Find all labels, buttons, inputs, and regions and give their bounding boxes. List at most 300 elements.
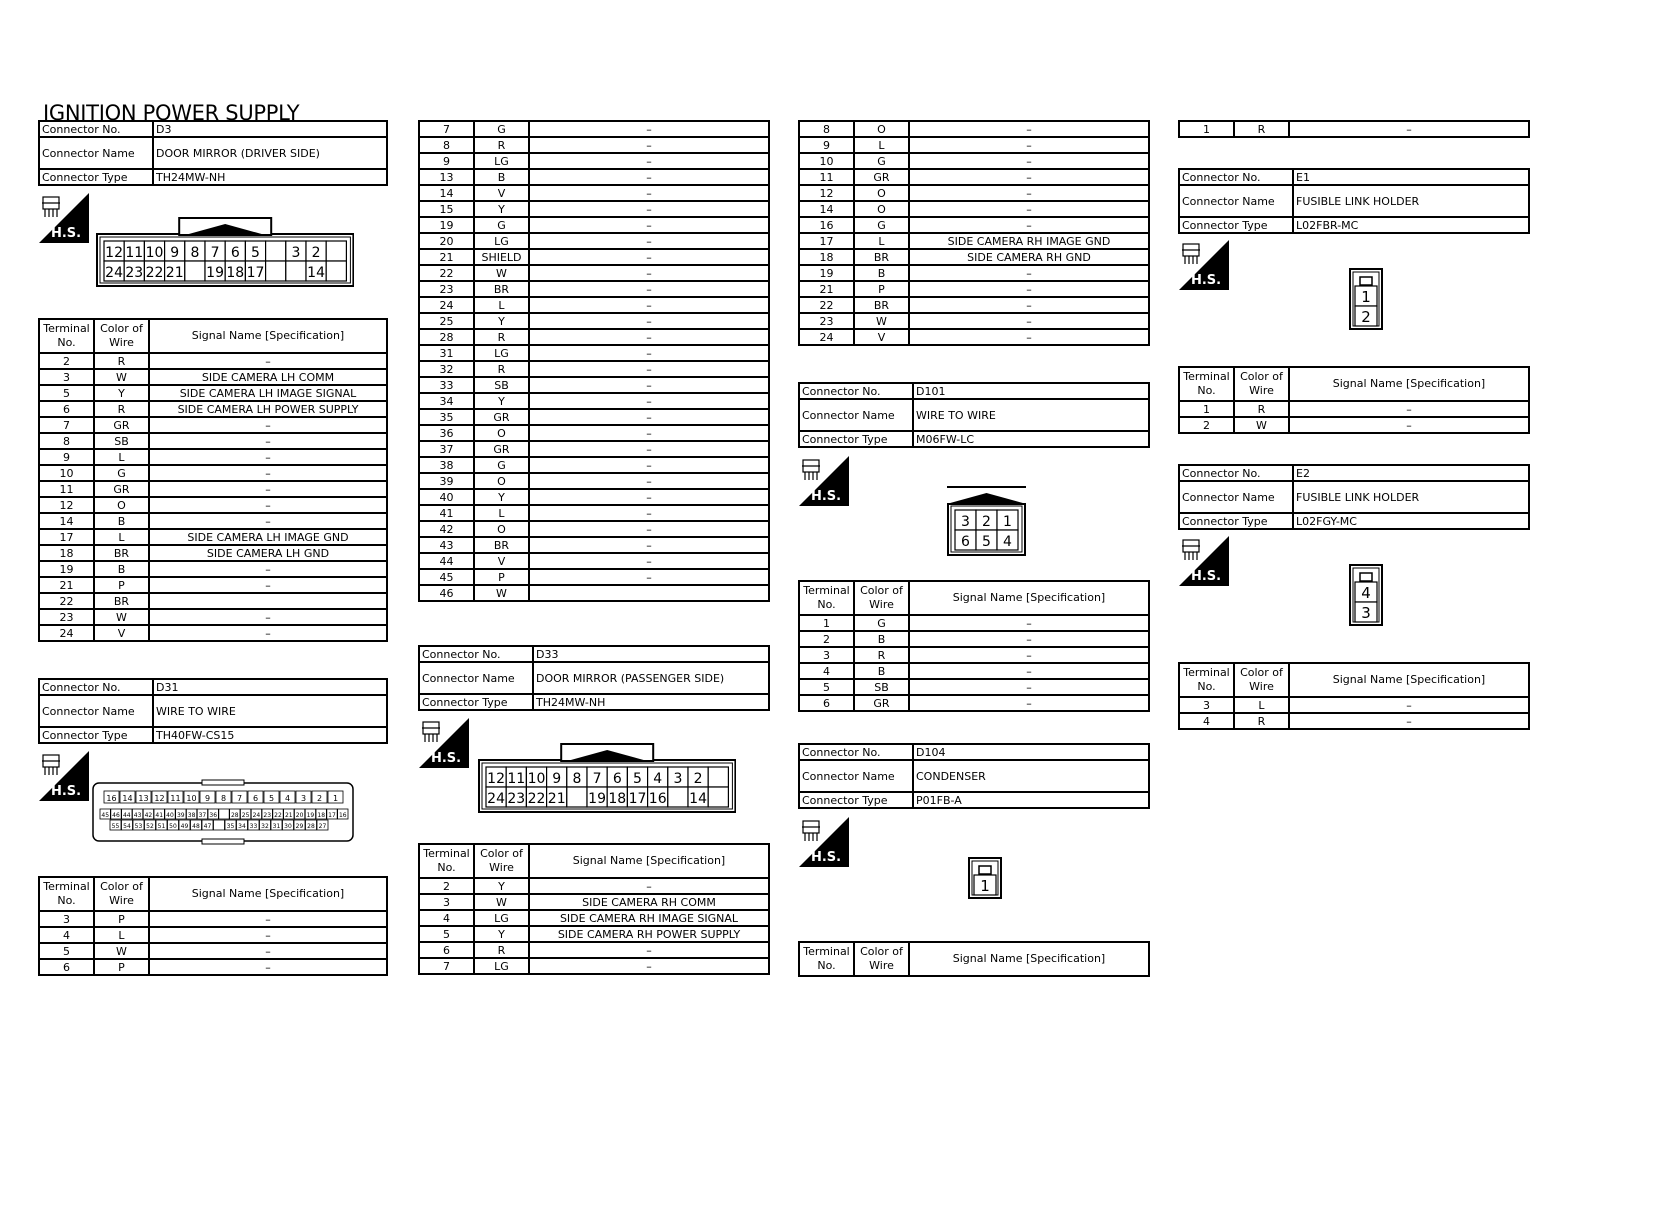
pin-number: 12 <box>105 245 124 261</box>
connector-name-value: CONDENSER <box>913 760 1149 792</box>
pin-number: 39 <box>176 812 185 819</box>
wire-color-cell: BR <box>854 297 909 313</box>
hs-label: H.S. <box>50 784 82 799</box>
table-row <box>419 393 769 409</box>
terminal-no-cell: 28 <box>419 329 474 345</box>
signal-name-cell: – <box>529 233 769 249</box>
pin-number: 55 <box>111 823 120 830</box>
wire-color-cell: B <box>854 631 909 647</box>
terminal-no-cell: 15 <box>419 201 474 217</box>
harness-side-icon <box>799 817 849 867</box>
terminal-no-cell: 14 <box>419 185 474 201</box>
wire-color-cell: GR <box>854 169 909 185</box>
wire-color-cell: R <box>474 329 529 345</box>
terminal-no-cell: 23 <box>39 609 94 625</box>
label-connector-no: Connector No. <box>799 744 913 760</box>
pin-number: 14 <box>122 794 133 803</box>
signal-name-cell: – <box>529 217 769 233</box>
wire-color-cell: Y <box>474 393 529 409</box>
terminal-no-cell: 5 <box>39 385 94 401</box>
terminal-no-cell: 25 <box>419 313 474 329</box>
table-row <box>419 297 769 313</box>
table-row <box>419 926 769 942</box>
table-row <box>799 137 1149 153</box>
terminal-no-cell: 7 <box>39 417 94 433</box>
wire-color-cell: B <box>854 265 909 281</box>
pin-number: 6 <box>612 771 622 787</box>
terminal-no-cell: 12 <box>39 497 94 513</box>
wire-color-cell: G <box>854 217 909 233</box>
signal-name-cell: – <box>909 137 1149 153</box>
table-row <box>39 433 387 449</box>
wire-color-cell: P <box>94 911 149 927</box>
connector-type-value: TH40FW-CS15 <box>153 727 387 743</box>
terminal-no-cell: 40 <box>419 489 474 505</box>
connector-d31-header <box>38 678 388 744</box>
signal-name-cell <box>149 593 387 609</box>
table-row <box>39 497 387 513</box>
connector-e2-terminal-table <box>1178 662 1530 730</box>
terminal-no-cell: 13 <box>419 169 474 185</box>
terminal-no-cell: 39 <box>419 473 474 489</box>
table-row <box>419 553 769 569</box>
table-row <box>419 521 769 537</box>
signal-name-cell: – <box>909 281 1149 297</box>
wire-color-cell: R <box>1234 121 1289 137</box>
table-row <box>419 361 769 377</box>
signal-name-cell: – <box>529 409 769 425</box>
wire-color-cell: V <box>474 185 529 201</box>
signal-name-cell: – <box>529 249 769 265</box>
wire-color-cell: V <box>94 625 149 641</box>
wire-color-cell: SB <box>474 377 529 393</box>
table-row <box>419 121 769 137</box>
terminal-no-cell: 43 <box>419 537 474 553</box>
signal-name-cell: – <box>529 553 769 569</box>
terminal-no-cell: 23 <box>799 313 854 329</box>
terminal-no-cell: 7 <box>419 958 474 974</box>
terminal-no-cell: 22 <box>799 297 854 313</box>
connector-d101-header <box>798 382 1150 448</box>
wire-color-cell: P <box>94 577 149 593</box>
terminal-no-cell: 9 <box>799 137 854 153</box>
pin-number: 33 <box>249 823 258 830</box>
color-of-wire-header: Color of Wire <box>474 844 529 878</box>
wire-color-cell: SHIELD <box>474 249 529 265</box>
table-row <box>39 943 387 959</box>
pin-number: 9 <box>204 794 211 803</box>
wire-color-cell: W <box>474 894 529 910</box>
table-row <box>799 695 1149 711</box>
table-row <box>419 505 769 521</box>
wire-color-cell: R <box>474 137 529 153</box>
table-row <box>419 425 769 441</box>
table-row <box>419 473 769 489</box>
pin-number: 1 <box>1361 288 1371 306</box>
connector-name-value: FUSIBLE LINK HOLDER <box>1293 185 1529 217</box>
terminal-no-cell: 1 <box>1179 401 1234 417</box>
signal-name-cell: – <box>909 313 1149 329</box>
terminal-no-cell: 10 <box>799 153 854 169</box>
pin-number: 12 <box>487 771 506 787</box>
wire-color-cell: Y <box>474 878 529 894</box>
table-row <box>419 329 769 345</box>
pin-number: 17 <box>246 265 265 281</box>
terminal-no-cell: 2 <box>1179 417 1234 433</box>
connector-e1-diagram <box>1349 268 1383 334</box>
pin-number: 23 <box>507 791 526 807</box>
signal-name-cell: – <box>909 615 1149 631</box>
terminal-no-cell: 32 <box>419 361 474 377</box>
table-row <box>39 417 387 433</box>
signal-name-cell: – <box>529 457 769 473</box>
terminal-no-cell: 8 <box>799 121 854 137</box>
terminal-no-cell: 8 <box>419 137 474 153</box>
signal-name-cell: – <box>529 201 769 217</box>
terminal-no-cell: 4 <box>39 927 94 943</box>
signal-name-cell: – <box>529 361 769 377</box>
pin-number: 37 <box>198 812 207 819</box>
pin-number: 18 <box>226 265 245 281</box>
wire-color-cell: L <box>94 449 149 465</box>
table-row <box>419 345 769 361</box>
signal-name-cell: – <box>1289 417 1529 433</box>
pin-number: 48 <box>192 823 200 830</box>
signal-name-cell: – <box>149 577 387 593</box>
signal-name-header: Signal Name [Specification] <box>149 319 387 353</box>
pin-number: 4 <box>1361 584 1371 602</box>
connector-d31-terminal-table-continued <box>418 120 770 602</box>
terminal-no-header: Terminal No. <box>39 877 94 911</box>
harness-side-icon <box>419 718 469 768</box>
table-row <box>39 369 387 385</box>
pin-number: 18 <box>608 791 627 807</box>
wire-color-cell: L <box>1234 697 1289 713</box>
pin-number: 52 <box>146 823 154 830</box>
label-connector-no: Connector No. <box>39 679 153 695</box>
signal-name-cell: – <box>149 449 387 465</box>
terminal-no-cell: 35 <box>419 409 474 425</box>
pin-number: 7 <box>236 794 243 803</box>
terminal-no-cell: 34 <box>419 393 474 409</box>
signal-name-cell: – <box>529 313 769 329</box>
table-row <box>419 942 769 958</box>
table-row <box>419 137 769 153</box>
terminal-no-cell: 19 <box>799 265 854 281</box>
wire-color-cell: BR <box>854 249 909 265</box>
signal-name-cell: – <box>529 537 769 553</box>
wire-color-cell: O <box>474 473 529 489</box>
wire-color-cell: GR <box>94 481 149 497</box>
terminal-no-cell: 11 <box>39 481 94 497</box>
table-row <box>1179 713 1529 729</box>
connector-no-value: D101 <box>913 383 1149 399</box>
label-connector-type: Connector Type <box>799 431 913 447</box>
pin-number: 1 <box>980 877 990 895</box>
signal-name-cell: – <box>909 329 1149 345</box>
pin-number: 23 <box>125 265 144 281</box>
table-row <box>419 281 769 297</box>
wire-color-cell: L <box>474 505 529 521</box>
signal-name-cell: – <box>529 265 769 281</box>
signal-name-cell: – <box>529 878 769 894</box>
pin-number: 8 <box>220 794 227 803</box>
connector-name-value: WIRE TO WIRE <box>913 399 1149 431</box>
table-row <box>1179 417 1529 433</box>
page-title: IGNITION POWER SUPPLY <box>43 101 300 125</box>
table-row <box>799 217 1149 233</box>
wire-color-cell: W <box>94 369 149 385</box>
wire-color-cell: Y <box>94 385 149 401</box>
label-connector-type: Connector Type <box>419 694 533 710</box>
wire-color-cell: B <box>94 513 149 529</box>
label-connector-type: Connector Type <box>39 169 153 185</box>
terminal-no-cell: 19 <box>419 217 474 233</box>
terminal-no-cell: 4 <box>419 910 474 926</box>
terminal-no-cell: 2 <box>419 878 474 894</box>
label-connector-name: Connector Name <box>419 662 533 694</box>
signal-name-cell: – <box>909 695 1149 711</box>
connector-e1-header <box>1178 168 1530 234</box>
table-row <box>1179 401 1529 417</box>
wire-color-cell: Y <box>474 926 529 942</box>
label-connector-name: Connector Name <box>799 760 913 792</box>
connector-no-value: D33 <box>533 646 769 662</box>
terminal-no-cell: 38 <box>419 457 474 473</box>
connector-d101-diagram <box>947 485 1026 561</box>
signal-name-cell: SIDE CAMERA LH GND <box>149 545 387 561</box>
table-row <box>39 577 387 593</box>
table-row <box>39 959 387 975</box>
pin-number: 6 <box>252 794 259 803</box>
wire-color-cell: LG <box>474 153 529 169</box>
signal-name-header: Signal Name [Specification] <box>149 877 387 911</box>
terminal-no-cell: 18 <box>799 249 854 265</box>
signal-name-cell: – <box>149 497 387 513</box>
table-row <box>419 265 769 281</box>
signal-name-cell: – <box>909 297 1149 313</box>
table-row <box>419 958 769 974</box>
signal-name-cell: – <box>909 153 1149 169</box>
terminal-no-cell: 3 <box>419 894 474 910</box>
terminal-no-cell: 21 <box>419 249 474 265</box>
table-row <box>799 313 1149 329</box>
color-of-wire-header: Color of Wire <box>94 319 149 353</box>
pin-number: 32 <box>261 823 269 830</box>
connector-name-value: FUSIBLE LINK HOLDER <box>1293 481 1529 513</box>
pin-number: 42 <box>144 812 153 819</box>
wire-color-cell: W <box>474 585 529 601</box>
pin-number: 11 <box>125 245 144 261</box>
connector-d33-terminal-table <box>418 843 770 975</box>
connector-no-value: D104 <box>913 744 1149 760</box>
wire-color-cell: R <box>1234 713 1289 729</box>
pin-number: 34 <box>238 823 246 830</box>
label-connector-type: Connector Type <box>39 727 153 743</box>
signal-name-cell: – <box>529 521 769 537</box>
pin-number: 17 <box>628 791 647 807</box>
signal-name-cell: – <box>529 505 769 521</box>
pin-number: 1 <box>1003 514 1012 530</box>
table-row <box>799 169 1149 185</box>
terminal-no-cell: 17 <box>799 233 854 249</box>
table-row <box>419 569 769 585</box>
pin-number: 36 <box>209 812 218 819</box>
signal-name-cell: – <box>529 137 769 153</box>
signal-name-cell: – <box>149 943 387 959</box>
connector-type-value: L02FBR-MC <box>1293 217 1529 233</box>
pin-number: 3 <box>291 245 301 261</box>
wire-color-cell: LG <box>474 345 529 361</box>
signal-name-cell: – <box>1289 401 1529 417</box>
pin-number: 13 <box>138 794 149 803</box>
pin-number: 6 <box>230 245 240 261</box>
pin-number: 28 <box>307 823 315 830</box>
terminal-no-cell: 10 <box>39 465 94 481</box>
pin-number: 12 <box>154 794 165 803</box>
connector-type-value: M06FW-LC <box>913 431 1149 447</box>
terminal-no-cell: 1 <box>1179 121 1234 137</box>
pin-number: 51 <box>157 823 166 830</box>
table-row <box>799 249 1149 265</box>
table-row <box>1179 121 1529 137</box>
wire-color-cell: O <box>854 121 909 137</box>
signal-name-cell: – <box>909 647 1149 663</box>
label-connector-no: Connector No. <box>39 121 153 137</box>
terminal-no-header: Terminal No. <box>39 319 94 353</box>
wire-color-cell: O <box>474 521 529 537</box>
pin-number: 53 <box>134 823 143 830</box>
signal-name-cell: – <box>909 169 1149 185</box>
color-of-wire-header: Color of Wire <box>854 942 909 976</box>
color-of-wire-header: Color of Wire <box>94 877 149 911</box>
terminal-no-cell: 12 <box>799 185 854 201</box>
table-row <box>419 489 769 505</box>
connector-no-value: D31 <box>153 679 387 695</box>
wire-color-cell: G <box>94 465 149 481</box>
table-row <box>799 233 1149 249</box>
table-row <box>799 121 1149 137</box>
signal-name-cell: – <box>149 561 387 577</box>
signal-name-cell: – <box>149 353 387 369</box>
signal-name-cell: SIDE CAMERA LH COMM <box>149 369 387 385</box>
wire-color-cell: W <box>854 313 909 329</box>
signal-name-cell: – <box>529 958 769 974</box>
pin-number: 45 <box>101 812 110 819</box>
signal-name-cell: – <box>1289 713 1529 729</box>
table-row <box>419 894 769 910</box>
pin-number: 2 <box>1361 308 1371 326</box>
pin-number: 2 <box>316 794 323 803</box>
connector-type-value: P01FB-A <box>913 792 1149 808</box>
pin-number: 5 <box>633 771 642 787</box>
table-row <box>419 377 769 393</box>
pin-number: 9 <box>552 771 562 787</box>
pin-number: 43 <box>133 812 142 819</box>
pin-number: 41 <box>155 812 164 819</box>
label-connector-no: Connector No. <box>1179 169 1293 185</box>
table-row <box>799 281 1149 297</box>
table-row <box>39 545 387 561</box>
terminal-no-cell: 14 <box>799 201 854 217</box>
table-row <box>39 927 387 943</box>
label-connector-no: Connector No. <box>1179 465 1293 481</box>
terminal-no-cell: 5 <box>799 679 854 695</box>
signal-name-cell: – <box>1289 121 1529 137</box>
hs-label: H.S. <box>430 751 462 766</box>
label-connector-name: Connector Name <box>799 399 913 431</box>
wire-color-cell: Y <box>474 201 529 217</box>
signal-name-cell: – <box>909 631 1149 647</box>
pin-number: 24 <box>252 812 261 819</box>
terminal-no-cell: 7 <box>419 121 474 137</box>
wire-color-cell: G <box>854 615 909 631</box>
terminal-no-cell: 6 <box>39 959 94 975</box>
terminal-no-cell: 44 <box>419 553 474 569</box>
hs-label: H.S. <box>50 226 82 241</box>
wire-color-cell: LG <box>474 958 529 974</box>
wire-color-cell: R <box>94 353 149 369</box>
wire-color-cell: V <box>854 329 909 345</box>
terminal-no-cell: 17 <box>39 529 94 545</box>
pin-number: 3 <box>673 771 683 787</box>
pin-number: 46 <box>112 812 120 819</box>
signal-name-cell: – <box>529 329 769 345</box>
table-row <box>39 465 387 481</box>
signal-name-header: Signal Name [Specification] <box>909 942 1149 976</box>
wire-color-cell: L <box>854 233 909 249</box>
pin-number: 4 <box>653 771 663 787</box>
terminal-no-header: Terminal No. <box>799 581 854 615</box>
connector-name-value: DOOR MIRROR (PASSENGER SIDE) <box>533 662 769 694</box>
harness-side-icon <box>1179 240 1229 290</box>
terminal-no-cell: 8 <box>39 433 94 449</box>
terminal-no-header: Terminal No. <box>1179 663 1234 697</box>
pin-number: 3 <box>1361 604 1371 622</box>
pin-number: 50 <box>169 823 177 830</box>
table-row <box>419 409 769 425</box>
pin-number: 5 <box>982 534 991 550</box>
wire-color-cell: GR <box>854 695 909 711</box>
table-row <box>39 449 387 465</box>
terminal-no-cell: 6 <box>419 942 474 958</box>
table-row <box>799 297 1149 313</box>
signal-name-cell: – <box>529 281 769 297</box>
table-row <box>799 201 1149 217</box>
terminal-no-cell: 24 <box>419 297 474 313</box>
signal-name-cell: – <box>529 169 769 185</box>
table-row <box>39 385 387 401</box>
label-connector-type: Connector Type <box>799 792 913 808</box>
signal-name-header: Signal Name [Specification] <box>1289 367 1529 401</box>
signal-name-header: Signal Name [Specification] <box>1289 663 1529 697</box>
label-connector-type: Connector Type <box>1179 513 1293 529</box>
wire-color-cell: W <box>94 943 149 959</box>
signal-name-cell: – <box>909 185 1149 201</box>
signal-name-cell: – <box>909 265 1149 281</box>
signal-name-cell: SIDE CAMERA RH GND <box>909 249 1149 265</box>
pin-number: 16 <box>338 812 347 819</box>
wire-color-cell: L <box>474 297 529 313</box>
signal-name-cell: – <box>529 121 769 137</box>
connector-d33-terminal-table-continued <box>798 120 1150 346</box>
pin-number: 11 <box>170 794 181 803</box>
table-row <box>39 401 387 417</box>
terminal-no-cell: 2 <box>39 353 94 369</box>
terminal-no-cell: 3 <box>799 647 854 663</box>
connector-e2-header <box>1178 464 1530 530</box>
signal-name-cell: – <box>149 959 387 975</box>
